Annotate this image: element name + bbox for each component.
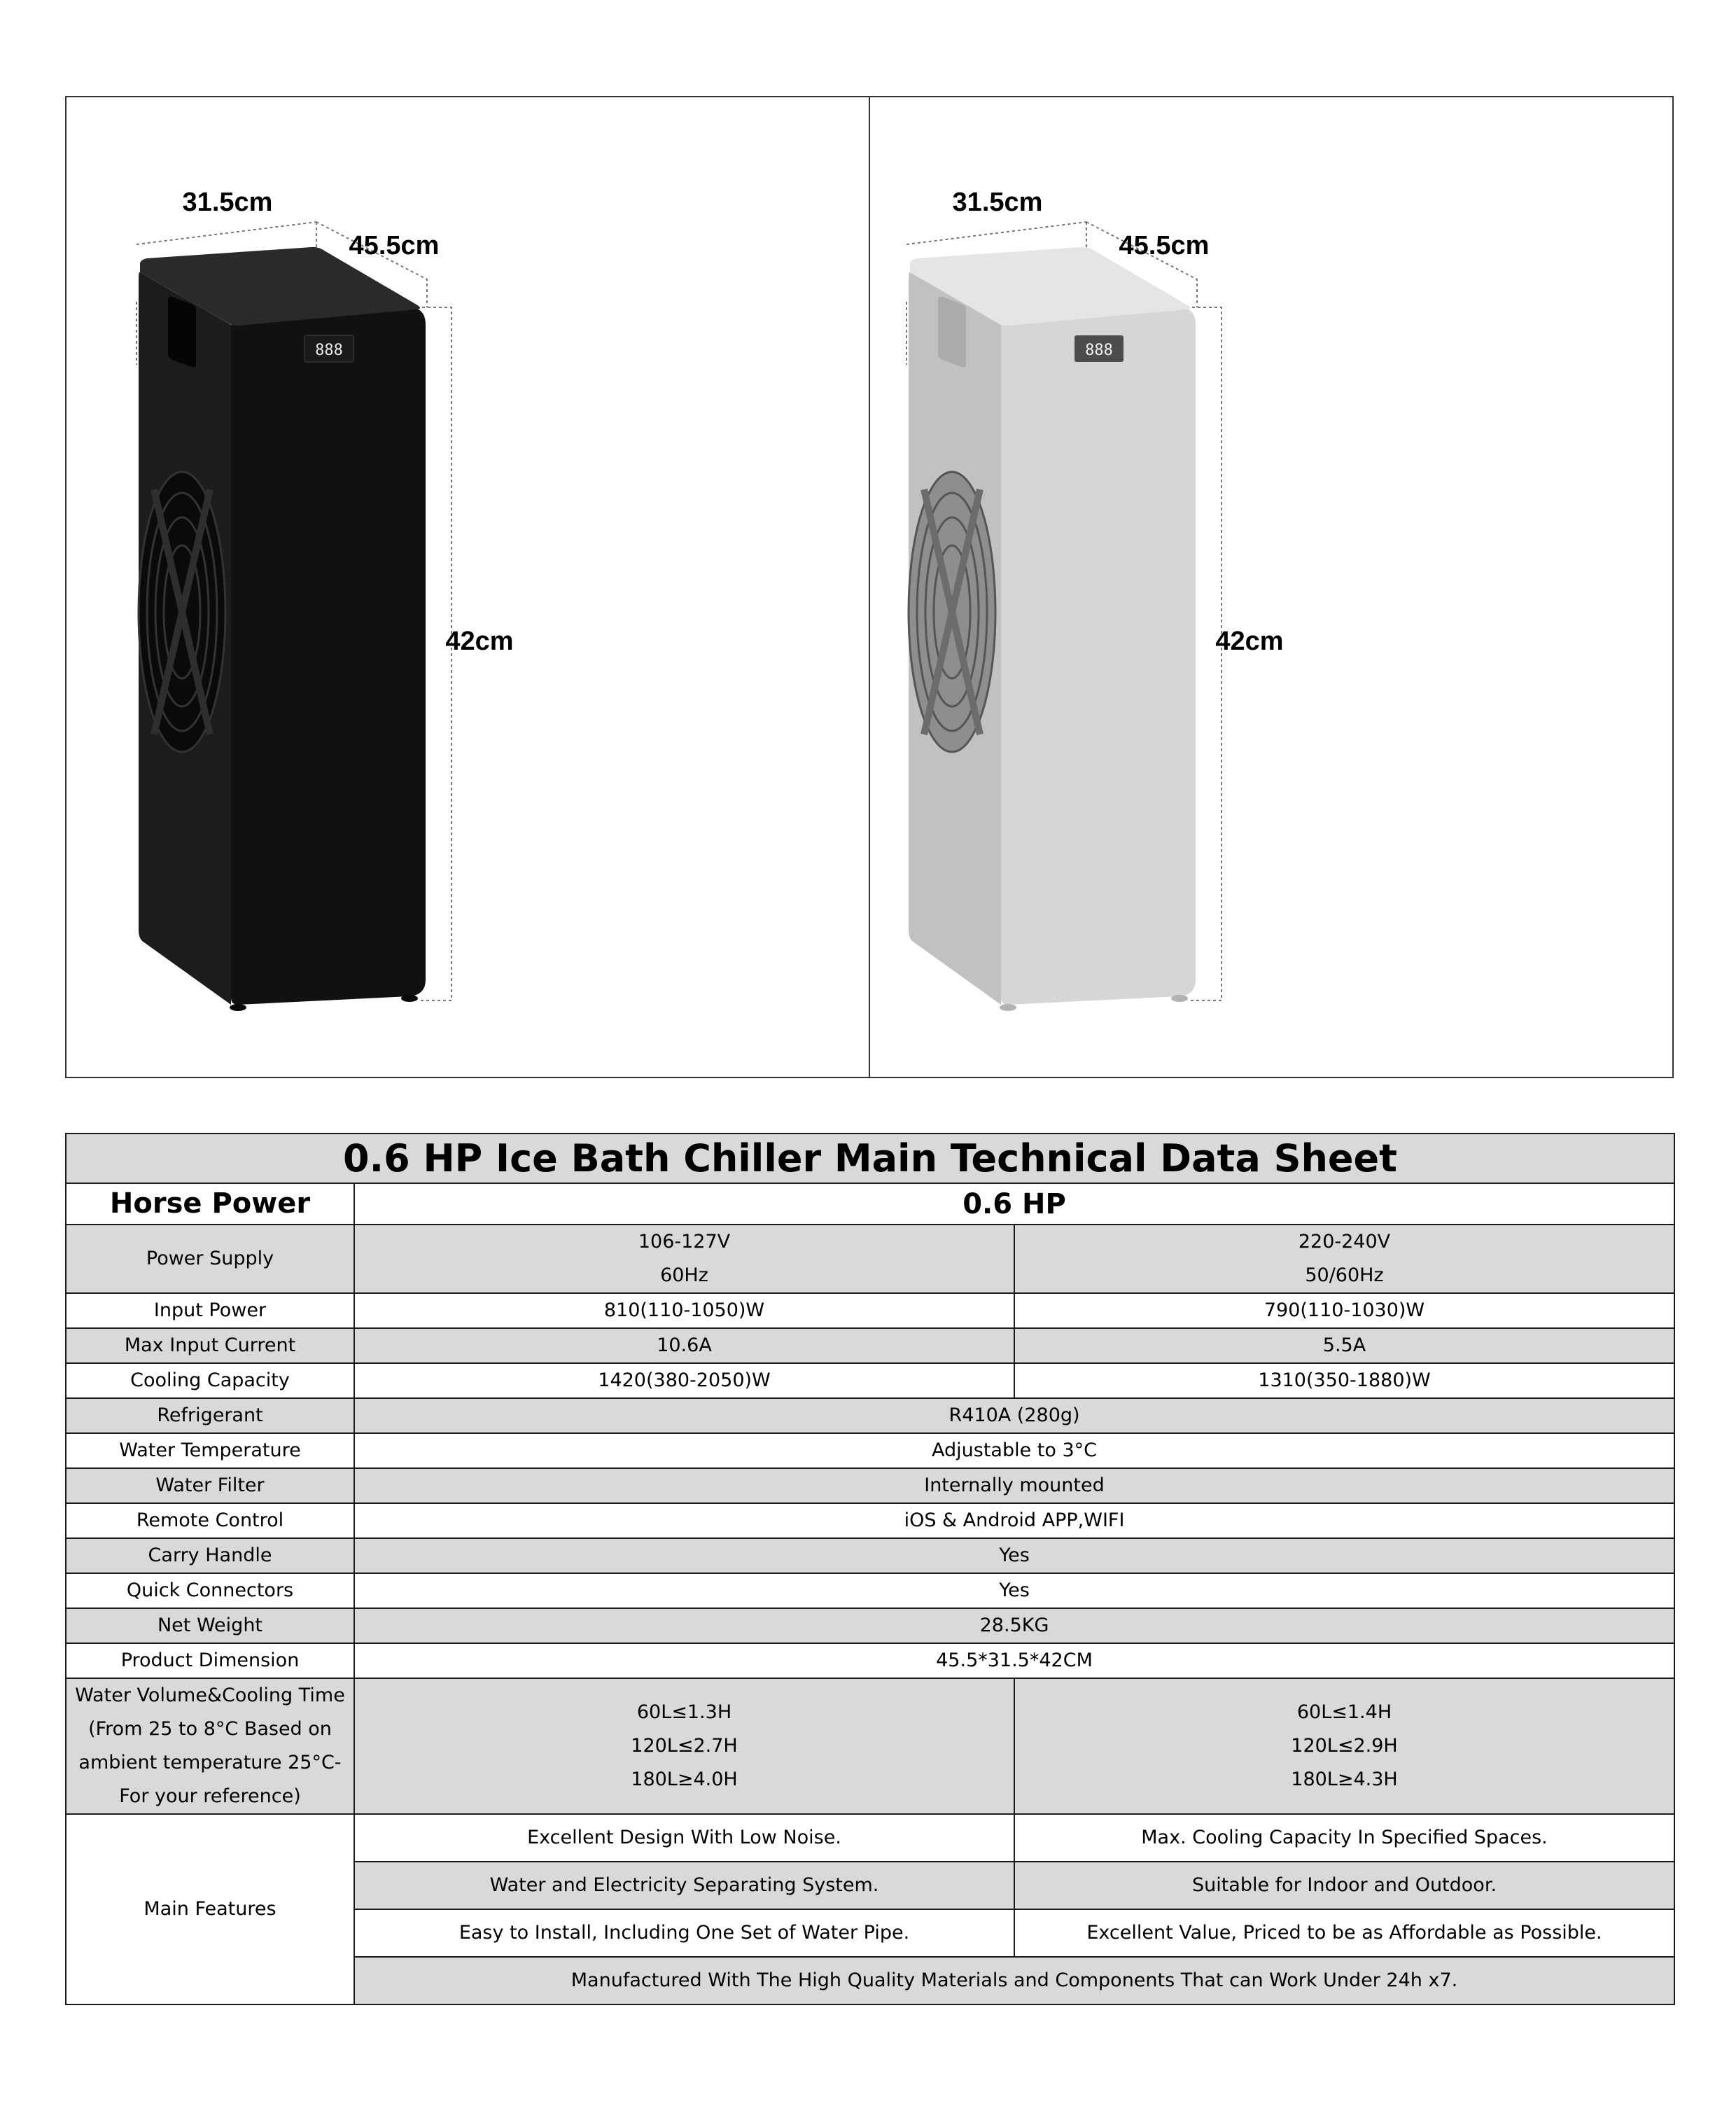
table-row <box>66 1328 1674 1363</box>
svg-text:888: 888 <box>1085 342 1113 359</box>
cell-value: 790(110-1030)W <box>1014 1293 1674 1328</box>
table-row <box>66 1573 1674 1608</box>
power-supply-b <box>1014 1225 1674 1293</box>
cell-line: 220-240V <box>1298 1231 1391 1253</box>
cell-line: 50/60Hz <box>1305 1264 1384 1286</box>
feature-item: Easy to Install, Including One Set of Water Pipe. <box>354 1909 1014 1957</box>
control-display <box>1074 335 1124 362</box>
product-image-black <box>65 96 870 1078</box>
label-line: Water Volume&Cooling Time <box>75 1685 345 1706</box>
feature-item: Max. Cooling Capacity In Specified Spaces. <box>1014 1814 1674 1862</box>
cell-value: 810(110-1050)W <box>354 1293 1014 1328</box>
table-row <box>66 1678 1674 1814</box>
row-label: Input Power <box>66 1293 354 1328</box>
cell-value: R410A (280g) <box>354 1398 1674 1433</box>
cell-value: Yes <box>354 1538 1674 1573</box>
cell-value: Adjustable to 3°C <box>354 1433 1674 1468</box>
row-label: Refrigerant <box>66 1398 354 1433</box>
water-volume-b <box>1014 1678 1674 1814</box>
feature-item: Excellent Value, Priced to be as Affordable as Possible. <box>1014 1909 1674 1957</box>
label-line: For your reference) <box>119 1785 301 1807</box>
dim-width-label: 31.5cm <box>182 188 273 217</box>
row-label: Carry Handle <box>66 1538 354 1573</box>
cell-line: 120L≤2.7H <box>631 1735 738 1757</box>
dim-width-label: 31.5cm <box>952 188 1043 217</box>
dim-depth-label: 45.5cm <box>349 231 440 260</box>
product-image-white <box>869 96 1674 1078</box>
dim-depth-label: 45.5cm <box>1119 231 1210 260</box>
cell-value: 5.5A <box>1014 1328 1674 1363</box>
feature-item: Water and Electricity Separating System. <box>354 1862 1014 1909</box>
cell-value: 10.6A <box>354 1328 1014 1363</box>
power-supply-a <box>354 1225 1014 1293</box>
table-row <box>66 1225 1674 1293</box>
table-row <box>66 1398 1674 1433</box>
table-row <box>66 1468 1674 1503</box>
water-volume-a <box>354 1678 1014 1814</box>
svg-text:888: 888 <box>315 342 343 359</box>
table-row <box>66 1433 1674 1468</box>
cell-line: 60L≤1.4H <box>1296 1701 1392 1723</box>
row-label: Max Input Current <box>66 1328 354 1363</box>
control-display <box>304 335 354 362</box>
label-line: ambient temperature 25°C- <box>78 1752 342 1773</box>
row-label: Quick Connectors <box>66 1573 354 1608</box>
sheet-title: 0.6 HP Ice Bath Chiller Main Technical Data Sheet <box>66 1134 1674 1183</box>
cell-line: 60Hz <box>660 1264 708 1286</box>
cell-line: 106-127V <box>638 1231 731 1253</box>
water-volume-label <box>66 1678 354 1814</box>
dim-height-label: 42cm <box>445 627 514 656</box>
table-row <box>66 1643 1674 1678</box>
row-label: Cooling Capacity <box>66 1363 354 1398</box>
cell-value: 1420(380-2050)W <box>354 1363 1014 1398</box>
feature-footer: Manufactured With The High Quality Materials and Components That can Work Under 24h x7. <box>354 1957 1674 2004</box>
table-row <box>66 1363 1674 1398</box>
cell-line: 120L≤2.9H <box>1291 1735 1398 1757</box>
row-label: Remote Control <box>66 1503 354 1538</box>
cell-value: 28.5KG <box>354 1608 1674 1643</box>
feature-item: Suitable for Indoor and Outdoor. <box>1014 1862 1674 1909</box>
horse-power-label: Horse Power <box>66 1183 354 1225</box>
cell-line: 180L≥4.0H <box>631 1769 738 1790</box>
main-features-label: Main Features <box>66 1814 354 2004</box>
fan-grille <box>139 472 225 752</box>
cell-value: Yes <box>354 1573 1674 1608</box>
row-label: Water Temperature <box>66 1433 354 1468</box>
cell-value: iOS & Android APP,WIFI <box>354 1503 1674 1538</box>
row-label: Power Supply <box>66 1225 354 1293</box>
cell-value: 1310(350-1880)W <box>1014 1363 1674 1398</box>
row-label: Product Dimension <box>66 1643 354 1678</box>
table-row <box>66 1538 1674 1573</box>
technical-data-sheet <box>65 1133 1675 2005</box>
cell-line: 60L≤1.3H <box>636 1701 732 1723</box>
white-chiller-illustration <box>870 97 1672 1077</box>
black-chiller-illustration <box>66 97 869 1077</box>
label-line: (From 25 to 8°C Based on <box>88 1718 332 1740</box>
row-label: Water Filter <box>66 1468 354 1503</box>
cell-value: Internally mounted <box>354 1468 1674 1503</box>
dim-height-label: 42cm <box>1215 627 1284 656</box>
row-label: Net Weight <box>66 1608 354 1643</box>
horse-power-value: 0.6 HP <box>354 1183 1674 1225</box>
table-row <box>66 1293 1674 1328</box>
cell-value: 45.5*31.5*42CM <box>354 1643 1674 1678</box>
table-row <box>66 1608 1674 1643</box>
table-row <box>66 1503 1674 1538</box>
fan-grille <box>909 472 995 752</box>
feature-item: Excellent Design With Low Noise. <box>354 1814 1014 1862</box>
table-row <box>66 1814 1674 1862</box>
cell-line: 180L≥4.3H <box>1291 1769 1398 1790</box>
